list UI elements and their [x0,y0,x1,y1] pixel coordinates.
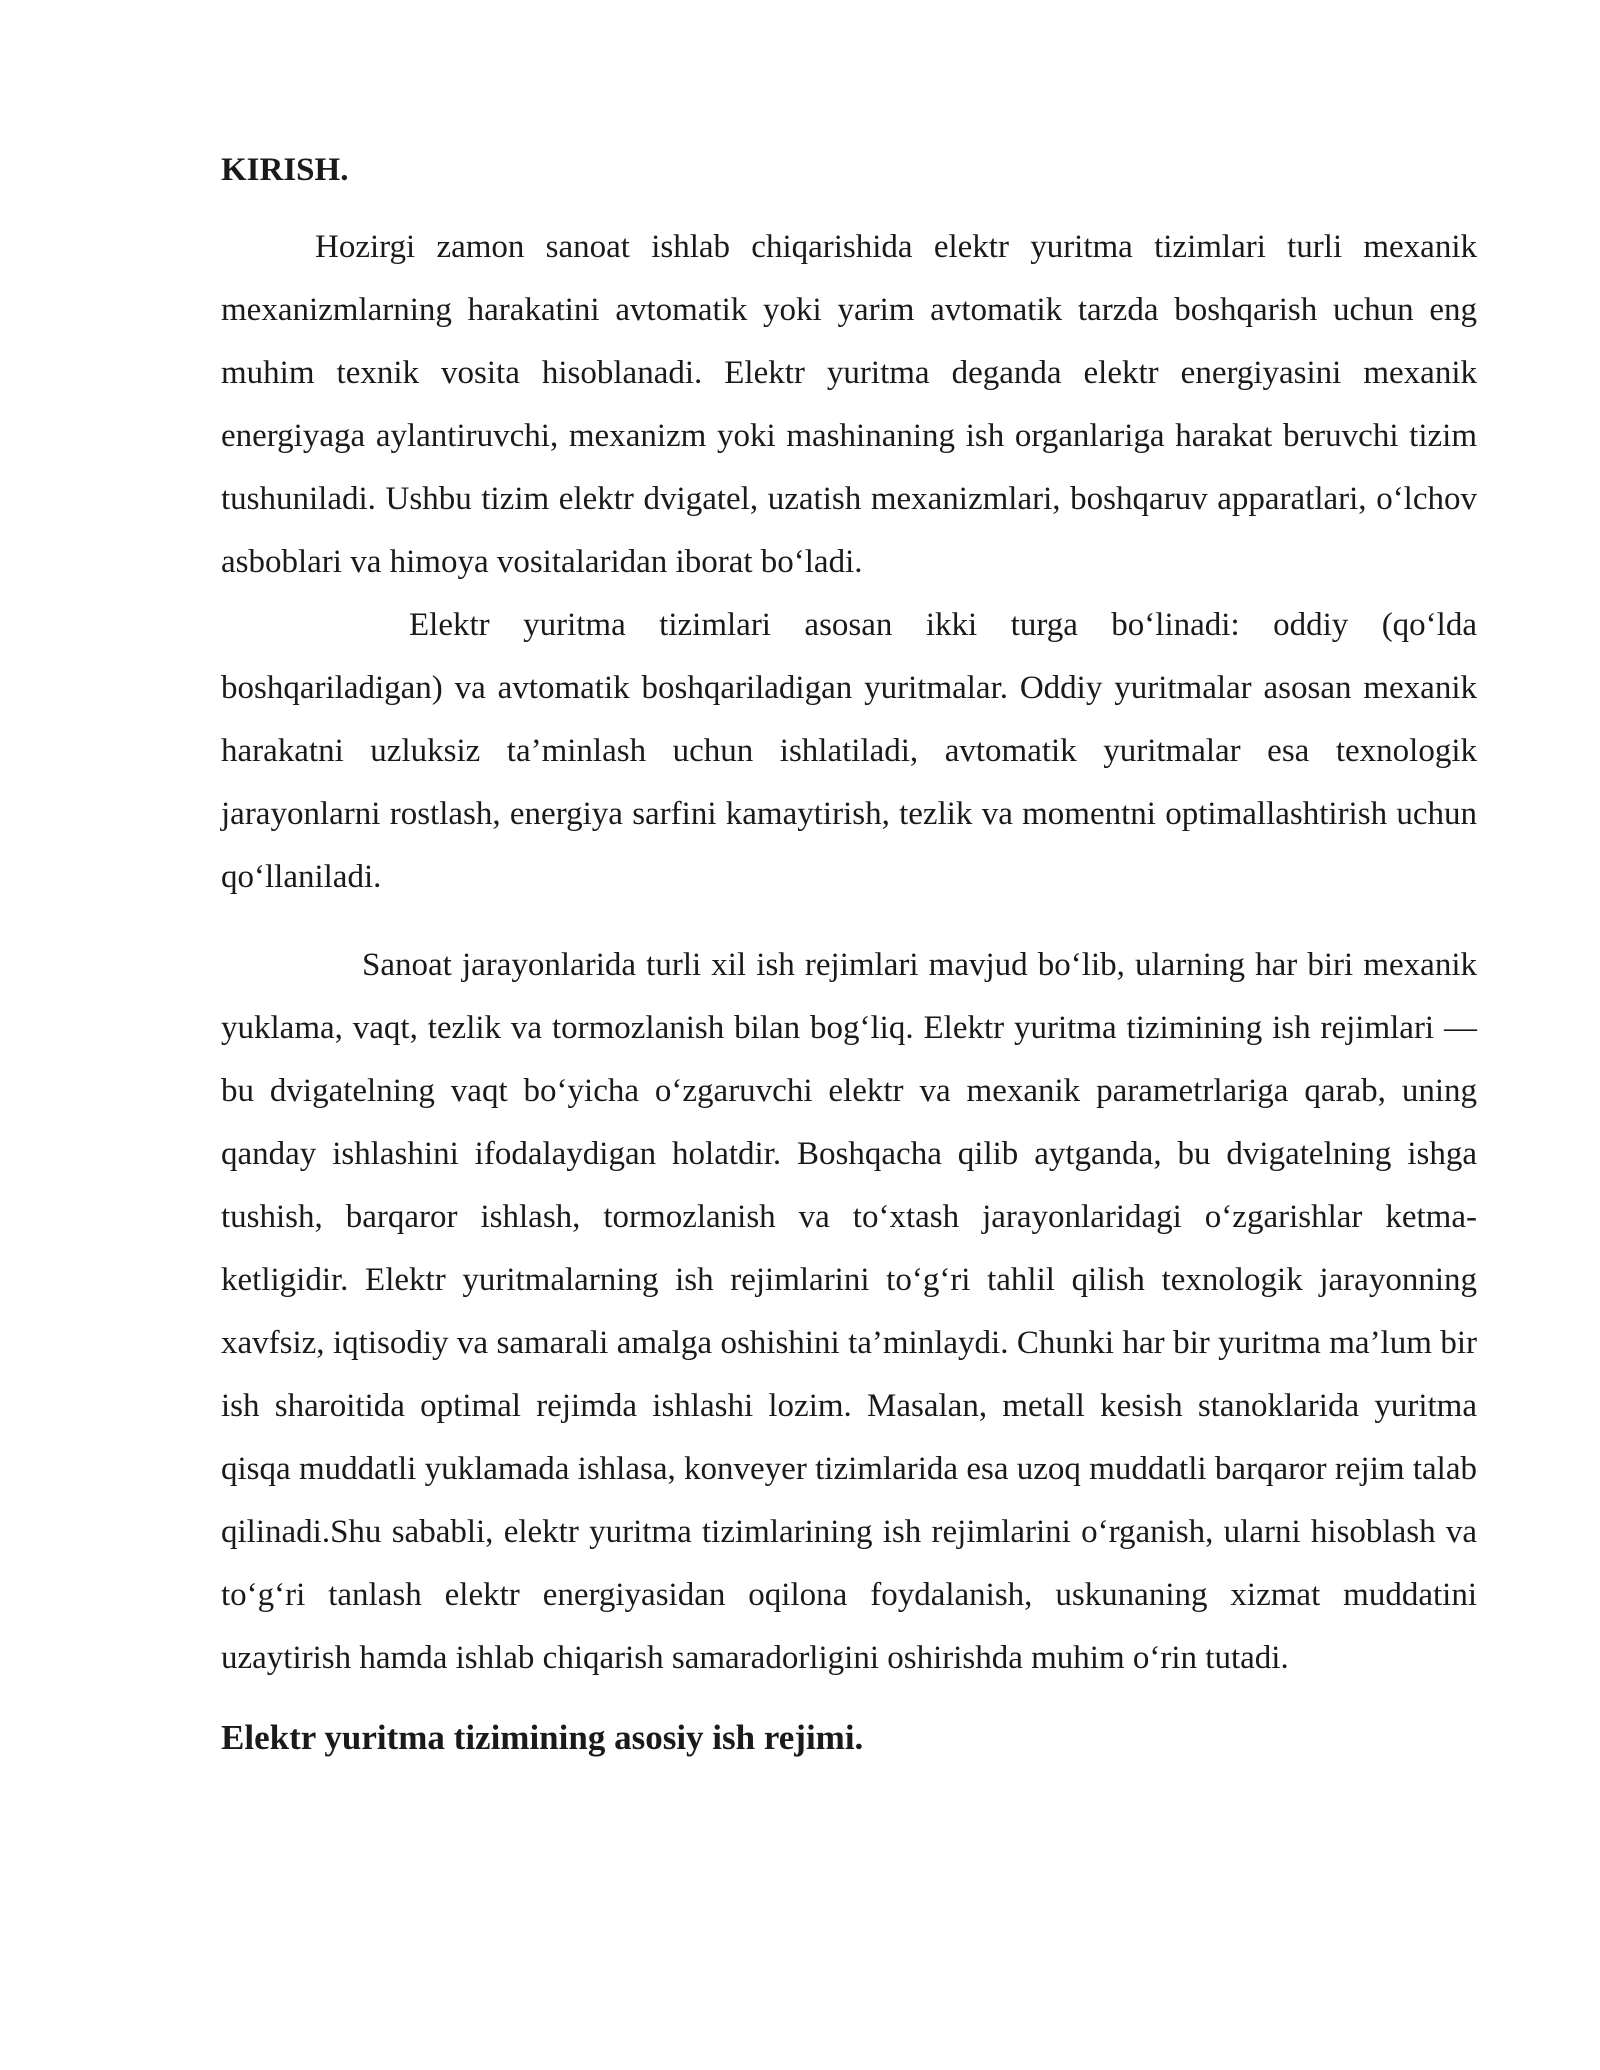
paragraph-types: Elektr yuritma tizimlari asosan ikki turga bo‘linadi: oddiy (qo‘lda boshqariladigan) va avtomatik boshqariladigan yuritmalar. Oddiy yuritmalar asosan mexanik harakatni uzluksiz ta’minlash uchun ishlatiladi, avtomatik yuritmalar esa texnologik jarayonlarni rostlash, energiya sarfini kamaytirish, tezlik va momentni optimallashtirish uchun qo‘llaniladi. [221,607,1477,895]
paragraph-intro: Hozirgi zamon sanoat ishlab chiqarishida elektr yuritma tizimlari turli mexanik mexanizmlarning harakatini avtomatik yoki yarim avtomatik tarzda boshqarish uchun eng muhim texnik vosita hisoblanadi. Elektr yuritma deganda elektr energiyasini mexanik energiyaga aylantiruvchi, mexanizm yoki mashinaning ish organlariga harakat beruvchi tizim tushuniladi. Ushbu tizim elektr dvigatel, uzatish mexanizmlari, boshqaruv apparatlari, o‘lchov asboblari va himoya vositalaridan iborat bo‘ladi. [221,229,1477,580]
document-page [221,150,1477,1759]
paragraph-modes: Sanoat jarayonlarida turli xil ish rejimlari mavjud bo‘lib, ularning har biri mexanik yuklama, vaqt, tezlik va tormozlanish bilan bog‘liq. Elektr yuritma tizimining ish rejimlari — bu dvigatelning vaqt bo‘yicha o‘zgaruvchi elektr va mexanik parametrlariga qarab, uning qanday ishlashini ifodalaydigan holatdir. Boshqacha qilib aytganda, bu dvigatelning ishga tushish, barqaror ishlash, tormozlanish va to‘xtash jarayonlaridagi o‘zgarishlar ketma-ketligidir. Elektr yuritmalarning ish rejimlarini to‘g‘ri tahlil qilish texnologik jarayonning xavfsiz, iqtisodiy va samarali amalga oshishini ta’minlaydi. Chunki har bir yuritma ma’lum bir ish sharoitida optimal rejimda ishlashi lozim. Masalan, metall kesish stanoklarida yuritma qisqa muddatli yuklamada ishlasa, konveyer tizimlarida esa uzoq muddatli barqaror rejim talab qilinadi.Shu sababli, elektr yuritma tizimlarining ish rejimlarini o‘rganish, ularni hisoblash va to‘g‘ri tanlash elektr energiyasidan oqilona foydalanish, uskunaning xizmat muddatini uzaytirish hamda ishlab chiqarish samaradorligini oshirishda muhim o‘rin tutadi. [221,947,1477,1676]
section-subheading: Elektr yuritma tizimining asosiy ish rejimi. [221,1718,864,1757]
section-heading: KIRISH. [221,152,349,188]
